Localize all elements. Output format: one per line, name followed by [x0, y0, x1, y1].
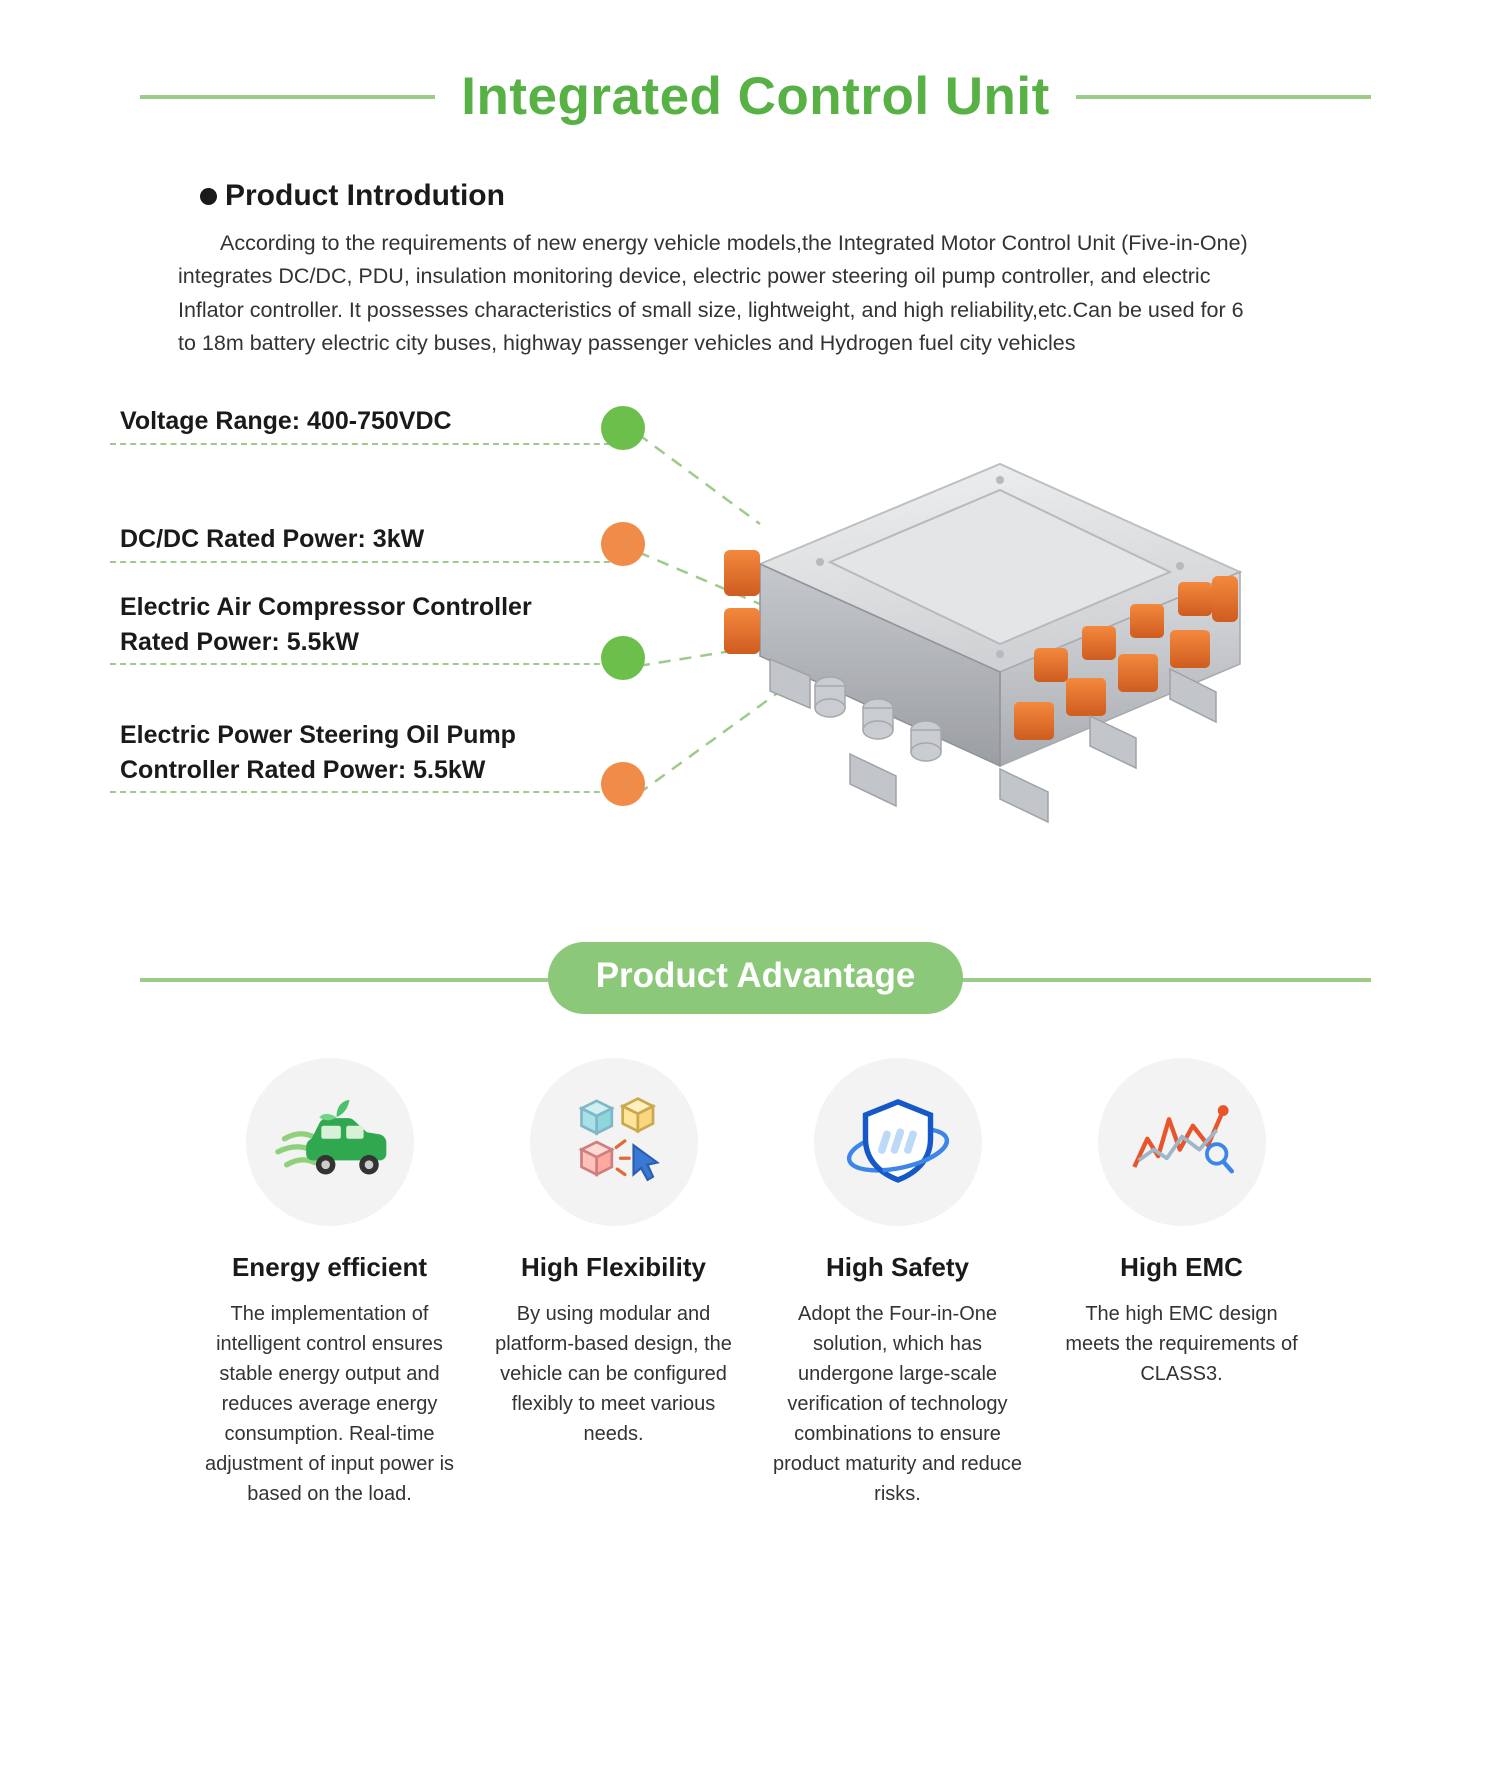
spec-underline: [110, 443, 630, 445]
advantage-card-title: High Safety: [825, 1252, 970, 1283]
product-introduction-heading-label: Product Introdution: [225, 179, 505, 212]
advantage-card-grid: [0, 1058, 1511, 1509]
advantage-card-high-safety: [764, 1058, 1032, 1509]
eco-car-icon: [246, 1058, 414, 1226]
product-introduction-body: According to the requirements of new energy vehicle models,the Integrated Motor Control Unit (Five-in-One) integrates DC/DC, PDU, insulation monitoring device, electric power steering oil pump controller, and electric Inflator controller. It possesses characteristics of small size, lightweight, and high reliability,etc.Can be used for 6 to 18m battery electric city buses, highway passenger vehicles and Hydrogen fuel city vehicles: [178, 231, 1248, 355]
advantage-card-high-emc: [1048, 1058, 1316, 1509]
advantage-card-title: Energy efficient: [231, 1252, 428, 1283]
advantage-card-high-flexibility: [480, 1058, 748, 1509]
signal-chart-icon: [1098, 1058, 1266, 1226]
spec-label: Voltage Range: 400-750VDC: [120, 407, 452, 436]
product-advantage-header: [0, 942, 1511, 1014]
advantage-card-title: High EMC: [1120, 1252, 1243, 1283]
product-introduction-heading: [200, 179, 1341, 213]
title-rule-right: [1076, 95, 1371, 99]
advantage-card-title: High Flexibility: [521, 1252, 706, 1283]
spec-item-voltage-range: [110, 404, 630, 445]
page-title: Integrated Control Unit: [461, 67, 1050, 126]
specifications-section: [0, 394, 1511, 864]
product-introduction-section: [0, 179, 1511, 360]
spec-bullet-icon: [601, 522, 645, 566]
advantage-card-description: Adopt the Four-in-One solution, which has undergone large-scale verification of technology combinations to ensure product maturity and reduce risks.: [772, 1303, 1023, 1506]
spec-underline: [110, 791, 630, 793]
spec-bullet-icon: [601, 636, 645, 680]
spec-item-dcdc-rated-power: [110, 522, 630, 563]
spec-item-air-compressor-power: [110, 590, 630, 665]
spec-bullet-icon: [601, 762, 645, 806]
spec-underline: [110, 663, 630, 665]
page-title-row: [0, 66, 1511, 127]
spec-item-power-steering-pump-power: [110, 718, 630, 793]
title-rule-left: [140, 95, 435, 99]
advantage-card-description: By using modular and platform-based design, the vehicle can be configured flexibly to meet various needs.: [495, 1303, 732, 1446]
advantage-card-description: The implementation of intelligent control ensures stable energy output and reduces average energy consumption. Real-time adjustment of input power is based on the load.: [204, 1303, 455, 1506]
spec-underline: [110, 561, 630, 563]
advantage-card-description: The high EMC design meets the requirements of CLASS3.: [1065, 1303, 1298, 1386]
product-render-svg: [700, 454, 1260, 844]
shield-icon: [814, 1058, 982, 1226]
advantage-card-energy-efficient: [196, 1058, 464, 1509]
product-advantage-title: Product Advantage: [548, 942, 964, 1014]
spec-label: Electric Air Compressor Controller Rated Power: 5.5kW: [120, 593, 532, 656]
spec-label: Electric Power Steering Oil Pump Controller Rated Power: 5.5kW: [120, 721, 516, 784]
spec-label: DC/DC Rated Power: 3kW: [120, 525, 425, 554]
bullet-dot-icon: [200, 188, 217, 205]
spec-bullet-icon: [601, 406, 645, 450]
product-image: [700, 454, 1260, 844]
modular-blocks-icon: [530, 1058, 698, 1226]
